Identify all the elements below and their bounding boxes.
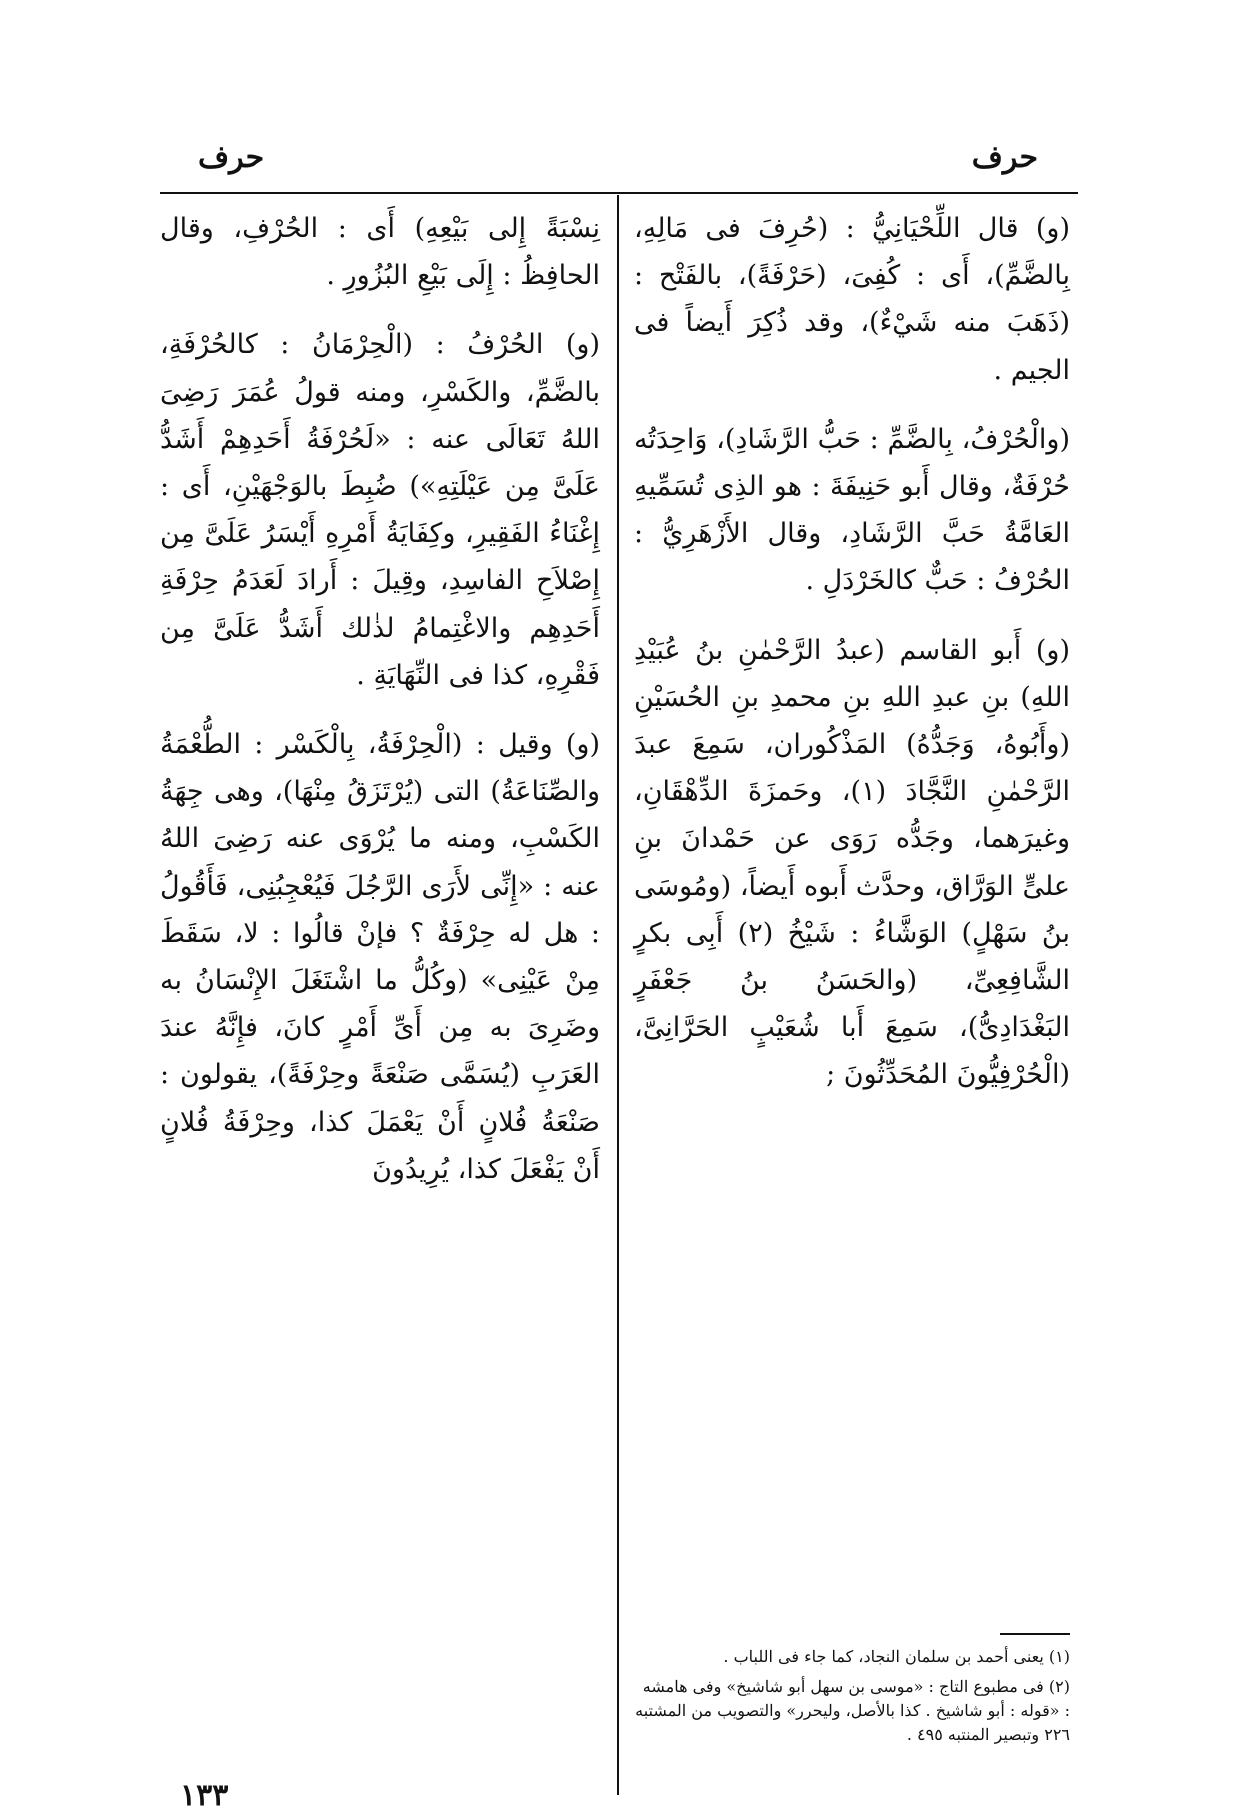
- page-number: ١٣٣: [180, 1778, 229, 1813]
- footnote-2: (٢) فى مطبوع التاج : «موسى بن سهل أبو شاشيخ» وفى هامشه : «قوله : أبو شاشيخ . كذا بالأصل، وليحرر» والتصويب من المشتبه ٢٢٦ وتبصير المنتبه ٤٩٥ .: [635, 1677, 1070, 1744]
- header-word-right: حرف: [971, 140, 1038, 175]
- paragraph-nisba-bay: نِسْبَةً إِلى بَيْعِهِ) أَى : الحُرْفِ، وقال الحافِظُ : إِلَى بَيْعِ البُزُورِ .: [160, 213, 600, 292]
- paragraph-hurf-hab-rashad: (والْحُرْفُ، بِالضَّمِّ : حَبُّ الرَّشَادِ)، وَاحِدَتُه حُرْفَةٌ، وقال أَبو حَنِيفَةَ : هو الذِى تُسَمِّيهِ العَامَّةُ حَبَّ الرَّشَادِ، وقال الأَزْهَرِيُّ : الحُرْفُ : حَبٌّ كالخَرْدَلِ .: [634, 423, 1070, 597]
- left-column: [160, 205, 600, 1193]
- footnote-rule: [1000, 1633, 1070, 1635]
- footnote-1: (١) يعنى أحمد بن سلمان النجاد، كما جاء فى اللباب .: [723, 1647, 1070, 1666]
- right-column: [634, 205, 1070, 1099]
- header-rule: [160, 192, 1078, 194]
- paragraph-hurfiyyun-muhaddithun: (و) أَبو القاسم (عبدُ الرَّحْمٰنِ بنُ عُبَيْدِ اللهِ) بنِ عبدِ اللهِ بنِ محمدِ بنِ الحُسَيْنِ (وأَبُوهُ، وَجَدُّهُ) المَذْكُوران، سَمِعَ عبدَ الرَّحْمٰنِ النَّجَّادَ (١)، وحَمزَةَ الدِّهْقَانِ، وغيرَهما، وجَدُّه رَوَى عن حَمْدانَ بنِ علىٍّ الوَرَّاق، وحدَّث أَبوه أَيضاً، (ومُوسَى بنُ سَهْلٍ) الوَشَّاءُ : شَيْخُ (٢) أَبِى بكرٍ الشَّافِعِىِّ، (والحَسَنُ بنُ جَعْفَرٍ البَغْدَادِىُّ)، سَمِعَ أَبا شُعَيْبٍ الحَرَّانِىَّ، (الْحُرْفِيُّونَ المُحَدِّثُونَ ;: [634, 634, 1070, 1091]
- footnotes: [634, 1645, 1070, 1753]
- column-divider: [617, 195, 619, 1795]
- paragraph-hirman: (و) الحُرْفُ : (الْحِرْمَانُ : كالحُرْفَةِ، بالضَّمِّ، والكَسْرِ، ومنه قولُ عُمَرَ رَضِىَ اللهُ تَعَالَى عنه : «لَحُرْفَةُ أَحَدِهِمْ أَشَدُّ عَلَىَّ مِن عَيْلَتِهِ») ضُبِطَ بالوَجْهَيْنِ، أَى : إِغْنَاءُ الفَقِيرِ، وكِفَايَةُ أَمْرِهِ أَيْسَرُ عَلَىَّ مِن إِصْلاَحِ الفاسِدِ، وقِيلَ : أَرادَ لَعَدَمُ حِرْفَةِ أَحَدِهِم والاغْتِمامُ لذٰلك أَشَدُّ عَلَىَّ مِن فَقْرِهِ، كذا فى النِّهَايَةِ .: [160, 329, 600, 691]
- header-word-left: حرف: [198, 140, 265, 175]
- paragraph-hirfa-tuma: (و) وقيل : (الْحِرْفَةُ، بِالْكَسْر : الطُّعْمَةُ والصِّنَاعَةُ) التى (يُرْتَزَقُ مِنْهَا)، وهى جِهَةُ الكَسْبِ، ومنه ما يُرْوَى عنه رَضِىَ اللهُ عنه : «إِنِّى لأَرَى الرَّجُلَ فَيُعْجِبُنِى، فَأَقُولُ : هل له حِرْفَةٌ ؟ فإنْ قالُوا : لا، سَقَطَ مِنْ عَيْنِى» (وكُلُّ ما اشْتَغَلَ الإِنْسَانُ به وضَرِىَ به مِن أَىِّ أَمْرٍ كانَ، فإِنَّهُ عندَ العَرَبِ (يُسَمَّى صَنْعَةً وحِرْفَةً)، يقولون : صَنْعَةُ فُلانٍ أَنْ يَعْمَلَ كذا، وحِرْفَةُ فُلانٍ أَنْ يَفْعَلَ كذا، يُرِيدُونَ: [160, 729, 600, 1185]
- paragraph-lihyani: (و) قال اللِّحْيَانِيُّ : (حُرِفَ فى مَالِهِ، بِالضَّمِّ)، أَى : كُفِىَ، (حَرْفَةً)، بالفَتْح : (ذَهَبَ منه شَيْءٌ)، وقد ذُكِرَ أَيضاً فى الجيم .: [634, 213, 1070, 386]
